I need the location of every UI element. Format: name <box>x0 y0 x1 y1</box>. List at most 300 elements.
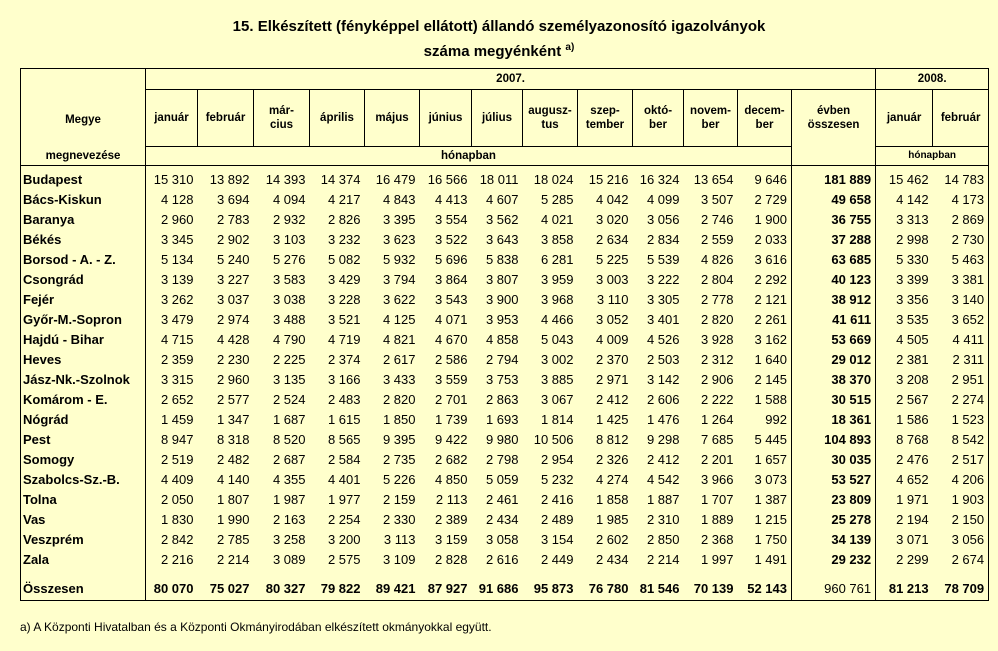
annual-total-cell: 38 912 <box>792 290 876 310</box>
annual-total-cell: 104 893 <box>792 430 876 450</box>
table-title-line2 <box>0 42 998 60</box>
value-cell: 5 539 <box>646 252 680 267</box>
value-cell-2008: 81 213 <box>876 577 933 601</box>
value-cell-2008: 3 140 <box>933 290 989 310</box>
spacer-cell <box>472 570 523 577</box>
value-cell: 4 826 <box>700 252 734 267</box>
annual-total-cell: 38 370 <box>792 370 876 390</box>
value-cell: 1 858 <box>595 492 629 507</box>
value-cell: 10 506 <box>533 432 574 447</box>
value-cell: 1 887 <box>646 492 680 507</box>
value-cell: 18 011 <box>479 172 519 187</box>
county-name: Szabolcs-Sz.-B. <box>21 470 146 490</box>
value-cell-2008: 8 542 <box>933 430 989 450</box>
header-total: évben összesen <box>792 90 876 147</box>
value-cell: 80 070 <box>146 577 198 601</box>
value-cell: 3 003 <box>595 272 629 287</box>
value-cell: 3 345 <box>160 232 194 247</box>
value-cell: 3 616 <box>738 250 792 270</box>
value-cell: 2 370 <box>595 352 629 367</box>
value-cell-2008: 1 586 <box>896 412 929 427</box>
header-year-2008: 2008. <box>876 69 989 90</box>
value-cell: 2 033 <box>738 230 792 250</box>
value-cell: 1 491 <box>738 550 792 570</box>
value-cell: 8 318 <box>216 432 250 447</box>
value-cell-2008: 5 330 <box>896 252 929 267</box>
value-cell-2008: 4 505 <box>896 332 929 347</box>
value-cell: 2 606 <box>646 392 680 407</box>
value-cell: 3 968 <box>540 292 574 307</box>
header-month-2007: április <box>310 90 365 147</box>
header-unit-2007: hónapban <box>146 147 792 166</box>
value-cell: 9 422 <box>434 432 468 447</box>
value-cell: 5 059 <box>485 472 519 487</box>
value-cell-2008: 3 356 <box>896 292 929 307</box>
footnote: a) A Központi Hivatalban és a Központi Okmányirodában elkészített okmányokkal együtt. <box>20 620 492 634</box>
header-total-spacer <box>792 147 876 166</box>
county-name: Budapest <box>21 166 146 191</box>
value-cell: 2 602 <box>595 532 629 547</box>
value-cell: 2 559 <box>700 232 734 247</box>
value-cell: 2 312 <box>700 352 734 367</box>
table-row <box>21 490 989 510</box>
county-name: Békés <box>21 230 146 250</box>
value-cell: 5 226 <box>382 472 416 487</box>
value-cell: 79 822 <box>310 577 365 601</box>
value-cell-2008: 15 462 <box>888 172 929 187</box>
value-cell: 1 657 <box>738 450 792 470</box>
spacer-cell <box>523 570 578 577</box>
value-cell: 2 163 <box>272 512 306 527</box>
value-cell: 70 139 <box>684 577 738 601</box>
header-month-2008: január <box>876 90 933 147</box>
value-cell: 5 696 <box>434 252 468 267</box>
value-cell-2008: 14 783 <box>933 166 989 191</box>
county-name: Vas <box>21 510 146 530</box>
value-cell: 2 416 <box>540 492 574 507</box>
value-cell-2008: 2 567 <box>896 392 929 407</box>
value-cell: 4 355 <box>272 472 306 487</box>
table-row <box>21 450 989 470</box>
value-cell: 9 395 <box>382 432 416 447</box>
value-cell: 8 947 <box>160 432 194 447</box>
value-cell: 3 227 <box>216 272 250 287</box>
value-cell: 4 466 <box>540 312 574 327</box>
value-cell: 4 409 <box>160 472 194 487</box>
spacer-cell <box>684 570 738 577</box>
value-cell: 2 575 <box>327 552 361 567</box>
table-row <box>21 370 989 390</box>
header-month-2007: június <box>420 90 472 147</box>
value-cell: 3 089 <box>272 552 306 567</box>
value-cell: 91 686 <box>472 577 523 601</box>
value-cell: 3 554 <box>434 212 468 227</box>
table-row <box>21 550 989 570</box>
value-cell: 16 479 <box>375 172 416 187</box>
spacer-cell <box>420 570 472 577</box>
value-cell: 3 622 <box>382 292 416 307</box>
value-cell: 16 566 <box>427 172 468 187</box>
value-cell: 3 694 <box>216 192 250 207</box>
value-cell: 3 794 <box>382 272 416 287</box>
value-cell: 3 067 <box>540 392 574 407</box>
value-cell: 2 960 <box>160 212 194 227</box>
table-title: 15. Elkészített (fényképpel ellátott) állandó személyazonosító igazolványok <box>232 18 766 35</box>
value-cell: 2 359 <box>160 352 194 367</box>
value-cell: 2 292 <box>738 270 792 290</box>
spacer-cell <box>146 570 198 577</box>
county-name: Zala <box>21 550 146 570</box>
value-cell: 2 834 <box>646 232 680 247</box>
value-cell: 13 892 <box>209 172 250 187</box>
value-cell: 5 276 <box>272 252 306 267</box>
table-row <box>21 510 989 530</box>
annual-total-cell: 23 809 <box>792 490 876 510</box>
value-cell: 2 778 <box>700 292 734 307</box>
value-cell: 87 927 <box>420 577 472 601</box>
value-cell: 4 009 <box>595 332 629 347</box>
annual-total-cell: 49 658 <box>792 190 876 210</box>
value-cell-2008: 4 411 <box>933 330 989 350</box>
value-cell: 15 310 <box>153 172 194 187</box>
county-name: Jász-Nk.-Szolnok <box>21 370 146 390</box>
value-cell: 2 798 <box>485 452 519 467</box>
value-cell: 3 200 <box>327 532 361 547</box>
value-cell: 3 928 <box>700 332 734 347</box>
value-cell: 5 240 <box>216 252 250 267</box>
value-cell: 2 214 <box>216 552 250 567</box>
value-cell: 4 526 <box>646 332 680 347</box>
value-cell: 1 693 <box>485 412 519 427</box>
header-month-2007: január <box>146 90 198 147</box>
table-row <box>21 530 989 550</box>
value-cell: 2 850 <box>646 532 680 547</box>
value-cell: 2 634 <box>595 232 629 247</box>
value-cell: 1 830 <box>160 512 194 527</box>
county-name: Összesen <box>21 577 146 601</box>
value-cell: 3 103 <box>272 232 306 247</box>
value-cell: 3 488 <box>272 312 306 327</box>
header-month-2007: októ- ber <box>633 90 684 147</box>
header-month-2007: május <box>365 90 420 147</box>
value-cell: 75 027 <box>198 577 254 601</box>
value-cell: 81 546 <box>633 577 684 601</box>
county-name: Baranya <box>21 210 146 230</box>
value-cell: 3 864 <box>434 272 468 287</box>
county-name: Nógrád <box>21 410 146 430</box>
value-cell-2008: 2 381 <box>896 352 929 367</box>
table-row <box>21 390 989 410</box>
value-cell: 2 449 <box>540 552 574 567</box>
value-cell: 1 640 <box>738 350 792 370</box>
value-cell: 1 707 <box>700 492 734 507</box>
value-cell: 2 326 <box>595 452 629 467</box>
value-cell: 1 264 <box>700 412 734 427</box>
value-cell: 3 258 <box>272 532 306 547</box>
value-cell: 3 643 <box>485 232 519 247</box>
value-cell: 1 987 <box>272 492 306 507</box>
value-cell: 1 889 <box>700 512 734 527</box>
value-cell-2008: 3 313 <box>896 212 929 227</box>
spacer-row <box>21 570 989 577</box>
value-cell: 3 002 <box>540 352 574 367</box>
county-name: Komárom - E. <box>21 390 146 410</box>
value-cell: 2 701 <box>434 392 468 407</box>
value-cell: 2 960 <box>216 372 250 387</box>
annual-total-cell: 29 232 <box>792 550 876 570</box>
value-cell: 4 071 <box>434 312 468 327</box>
value-cell: 1 997 <box>700 552 734 567</box>
value-cell: 5 445 <box>738 430 792 450</box>
value-cell: 4 140 <box>216 472 250 487</box>
value-cell: 5 838 <box>485 252 519 267</box>
value-cell: 3 037 <box>216 292 250 307</box>
value-cell-2008: 3 056 <box>933 530 989 550</box>
table-row <box>21 410 989 430</box>
annual-total-cell: 53 527 <box>792 470 876 490</box>
header-month-2007: február <box>198 90 254 147</box>
value-cell: 2 746 <box>700 212 734 227</box>
value-cell: 1 977 <box>327 492 361 507</box>
annual-total-cell: 53 669 <box>792 330 876 350</box>
value-cell: 2 682 <box>434 452 468 467</box>
value-cell-2008: 2 150 <box>933 510 989 530</box>
value-cell: 2 121 <box>738 290 792 310</box>
value-cell: 3 110 <box>596 292 629 307</box>
value-cell: 2 434 <box>595 552 629 567</box>
value-cell-2008: 2 476 <box>896 452 929 467</box>
value-cell: 4 128 <box>160 192 194 207</box>
value-cell: 4 094 <box>272 192 306 207</box>
annual-total-cell: 40 123 <box>792 270 876 290</box>
value-cell: 3 401 <box>646 312 680 327</box>
county-name: Somogy <box>21 450 146 470</box>
value-cell: 2 483 <box>327 392 361 407</box>
value-cell-2008: 3 652 <box>933 310 989 330</box>
value-cell: 2 616 <box>485 552 519 567</box>
value-cell: 2 974 <box>216 312 250 327</box>
value-cell: 3 038 <box>272 292 306 307</box>
value-cell: 8 565 <box>327 432 361 447</box>
county-name: Pest <box>21 430 146 450</box>
value-cell: 1 215 <box>738 510 792 530</box>
value-cell-2008: 2 998 <box>896 232 929 247</box>
value-cell: 2 577 <box>216 392 250 407</box>
value-cell-2008: 3 381 <box>933 270 989 290</box>
value-cell: 2 503 <box>646 352 680 367</box>
value-cell: 2 586 <box>434 352 468 367</box>
value-cell-2008: 3 535 <box>896 312 929 327</box>
value-cell: 5 225 <box>595 252 629 267</box>
value-cell: 2 735 <box>382 452 416 467</box>
value-cell: 4 607 <box>485 192 519 207</box>
value-cell: 2 159 <box>382 492 416 507</box>
county-name: Győr-M.-Sopron <box>21 310 146 330</box>
value-cell: 2 368 <box>700 532 734 547</box>
value-cell-2008: 2 674 <box>933 550 989 570</box>
header-month-2007: szep- tember <box>578 90 633 147</box>
value-cell: 3 109 <box>382 552 416 567</box>
annual-total-cell: 41 611 <box>792 310 876 330</box>
value-cell-2008: 5 463 <box>933 250 989 270</box>
county-name: Veszprém <box>21 530 146 550</box>
value-cell-2008: 2 311 <box>933 350 989 370</box>
value-cell: 3 232 <box>327 232 361 247</box>
value-cell: 2 828 <box>434 552 468 567</box>
value-cell: 5 043 <box>540 332 574 347</box>
value-cell: 1 807 <box>216 492 250 507</box>
value-cell: 2 783 <box>216 212 250 227</box>
value-cell: 2 412 <box>595 392 629 407</box>
value-cell: 2 794 <box>485 352 519 367</box>
header-megnevezese-label: megnevezése <box>45 150 121 162</box>
value-cell: 5 932 <box>382 252 416 267</box>
value-cell: 7 685 <box>700 432 734 447</box>
value-cell: 2 842 <box>160 532 194 547</box>
value-cell: 3 900 <box>485 292 519 307</box>
table-row <box>21 250 989 270</box>
value-cell: 2 652 <box>160 392 194 407</box>
value-cell: 2 310 <box>646 512 680 527</box>
value-cell: 1 687 <box>272 412 306 427</box>
value-cell: 3 135 <box>272 372 306 387</box>
value-cell: 2 785 <box>216 532 250 547</box>
value-cell: 89 421 <box>365 577 420 601</box>
value-cell: 2 374 <box>327 352 361 367</box>
county-name: Csongrád <box>21 270 146 290</box>
value-cell: 2 804 <box>700 272 734 287</box>
value-cell: 4 413 <box>434 192 468 207</box>
value-cell: 3 142 <box>646 372 680 387</box>
value-cell: 4 858 <box>485 332 519 347</box>
annual-total-cell: 37 288 <box>792 230 876 250</box>
annual-total-cell: 181 889 <box>792 166 876 191</box>
table-row <box>21 577 989 601</box>
value-cell: 2 113 <box>435 492 468 507</box>
value-cell: 3 166 <box>327 372 361 387</box>
value-cell: 3 858 <box>540 232 574 247</box>
value-cell: 3 395 <box>382 212 416 227</box>
annual-total-cell: 18 361 <box>792 410 876 430</box>
value-cell: 95 873 <box>523 577 578 601</box>
value-cell: 2 863 <box>485 392 519 407</box>
header-month-2007: novem- ber <box>684 90 738 147</box>
value-cell: 4 850 <box>434 472 468 487</box>
value-cell: 1 459 <box>160 412 194 427</box>
value-cell: 3 315 <box>160 372 194 387</box>
value-cell: 2 230 <box>216 352 250 367</box>
annual-total-cell: 30 515 <box>792 390 876 410</box>
spacer-cell <box>254 570 310 577</box>
value-cell-2008: 2 730 <box>933 230 989 250</box>
value-cell: 3 228 <box>327 292 361 307</box>
value-cell-2008: 2 299 <box>896 552 929 567</box>
header-month-2007: már- cius <box>254 90 310 147</box>
value-cell: 3 507 <box>700 192 734 207</box>
value-cell: 1 615 <box>327 412 361 427</box>
value-cell: 80 327 <box>254 577 310 601</box>
value-cell: 2 971 <box>595 372 629 387</box>
value-cell: 3 959 <box>540 272 574 287</box>
value-cell: 4 021 <box>540 212 574 227</box>
value-cell: 5 285 <box>540 192 574 207</box>
value-cell: 52 143 <box>738 577 792 601</box>
header-unit-2008: hónapban <box>876 147 989 166</box>
value-cell: 4 542 <box>646 472 680 487</box>
annual-total-cell: 960 761 <box>792 577 876 601</box>
value-cell: 5 134 <box>160 252 194 267</box>
value-cell: 2 050 <box>160 492 194 507</box>
value-cell: 14 374 <box>320 172 361 187</box>
annual-total-cell: 25 278 <box>792 510 876 530</box>
header-megye-label: Megye <box>65 114 101 126</box>
value-cell: 1 588 <box>738 390 792 410</box>
value-cell: 2 216 <box>160 552 194 567</box>
value-cell: 3 623 <box>382 232 416 247</box>
value-cell: 3 058 <box>485 532 519 547</box>
value-cell: 8 812 <box>595 432 629 447</box>
value-cell: 3 073 <box>738 470 792 490</box>
value-cell: 2 954 <box>540 452 574 467</box>
header-month-2007: augusz- tus <box>523 90 578 147</box>
annual-total-cell: 30 035 <box>792 450 876 470</box>
value-cell: 3 885 <box>540 372 574 387</box>
value-cell: 9 980 <box>485 432 519 447</box>
value-cell: 3 429 <box>327 272 361 287</box>
value-cell-2008: 1 971 <box>896 492 929 507</box>
spacer-cell <box>792 570 876 577</box>
value-cell: 2 519 <box>160 452 194 467</box>
value-cell: 16 324 <box>639 172 680 187</box>
value-cell: 3 113 <box>383 532 416 547</box>
title-footnote-marker: a) <box>565 42 575 53</box>
value-cell: 4 715 <box>160 332 194 347</box>
value-cell: 3 479 <box>160 312 194 327</box>
value-cell: 3 562 <box>485 212 519 227</box>
value-cell-2008: 2 869 <box>933 210 989 230</box>
value-cell: 2 222 <box>700 392 734 407</box>
header-megye <box>21 69 146 166</box>
value-cell: 4 042 <box>595 192 629 207</box>
value-cell: 2 201 <box>700 452 734 467</box>
value-cell-2008: 8 768 <box>896 432 929 447</box>
value-cell: 2 330 <box>382 512 416 527</box>
value-cell: 3 139 <box>160 272 194 287</box>
value-cell: 3 559 <box>434 372 468 387</box>
value-cell: 3 522 <box>434 232 468 247</box>
value-cell: 3 753 <box>485 372 519 387</box>
value-cell: 3 521 <box>327 312 361 327</box>
annual-total-cell: 34 139 <box>792 530 876 550</box>
value-cell: 1 990 <box>216 512 250 527</box>
value-cell-2008: 2 517 <box>933 450 989 470</box>
value-cell: 2 906 <box>700 372 734 387</box>
value-cell-2008: 78 709 <box>933 577 989 601</box>
value-cell: 3 807 <box>485 272 519 287</box>
value-cell: 76 780 <box>578 577 633 601</box>
value-cell: 2 584 <box>327 452 361 467</box>
value-cell-2008: 4 652 <box>896 472 929 487</box>
header-year-2007: 2007. <box>146 69 876 90</box>
value-cell-2008: 2 951 <box>933 370 989 390</box>
table-row <box>21 470 989 490</box>
value-cell: 2 826 <box>327 212 361 227</box>
data-table <box>20 68 989 601</box>
value-cell: 2 412 <box>646 452 680 467</box>
value-cell: 2 524 <box>272 392 306 407</box>
table-row <box>21 290 989 310</box>
county-name: Hajdú - Bihar <box>21 330 146 350</box>
